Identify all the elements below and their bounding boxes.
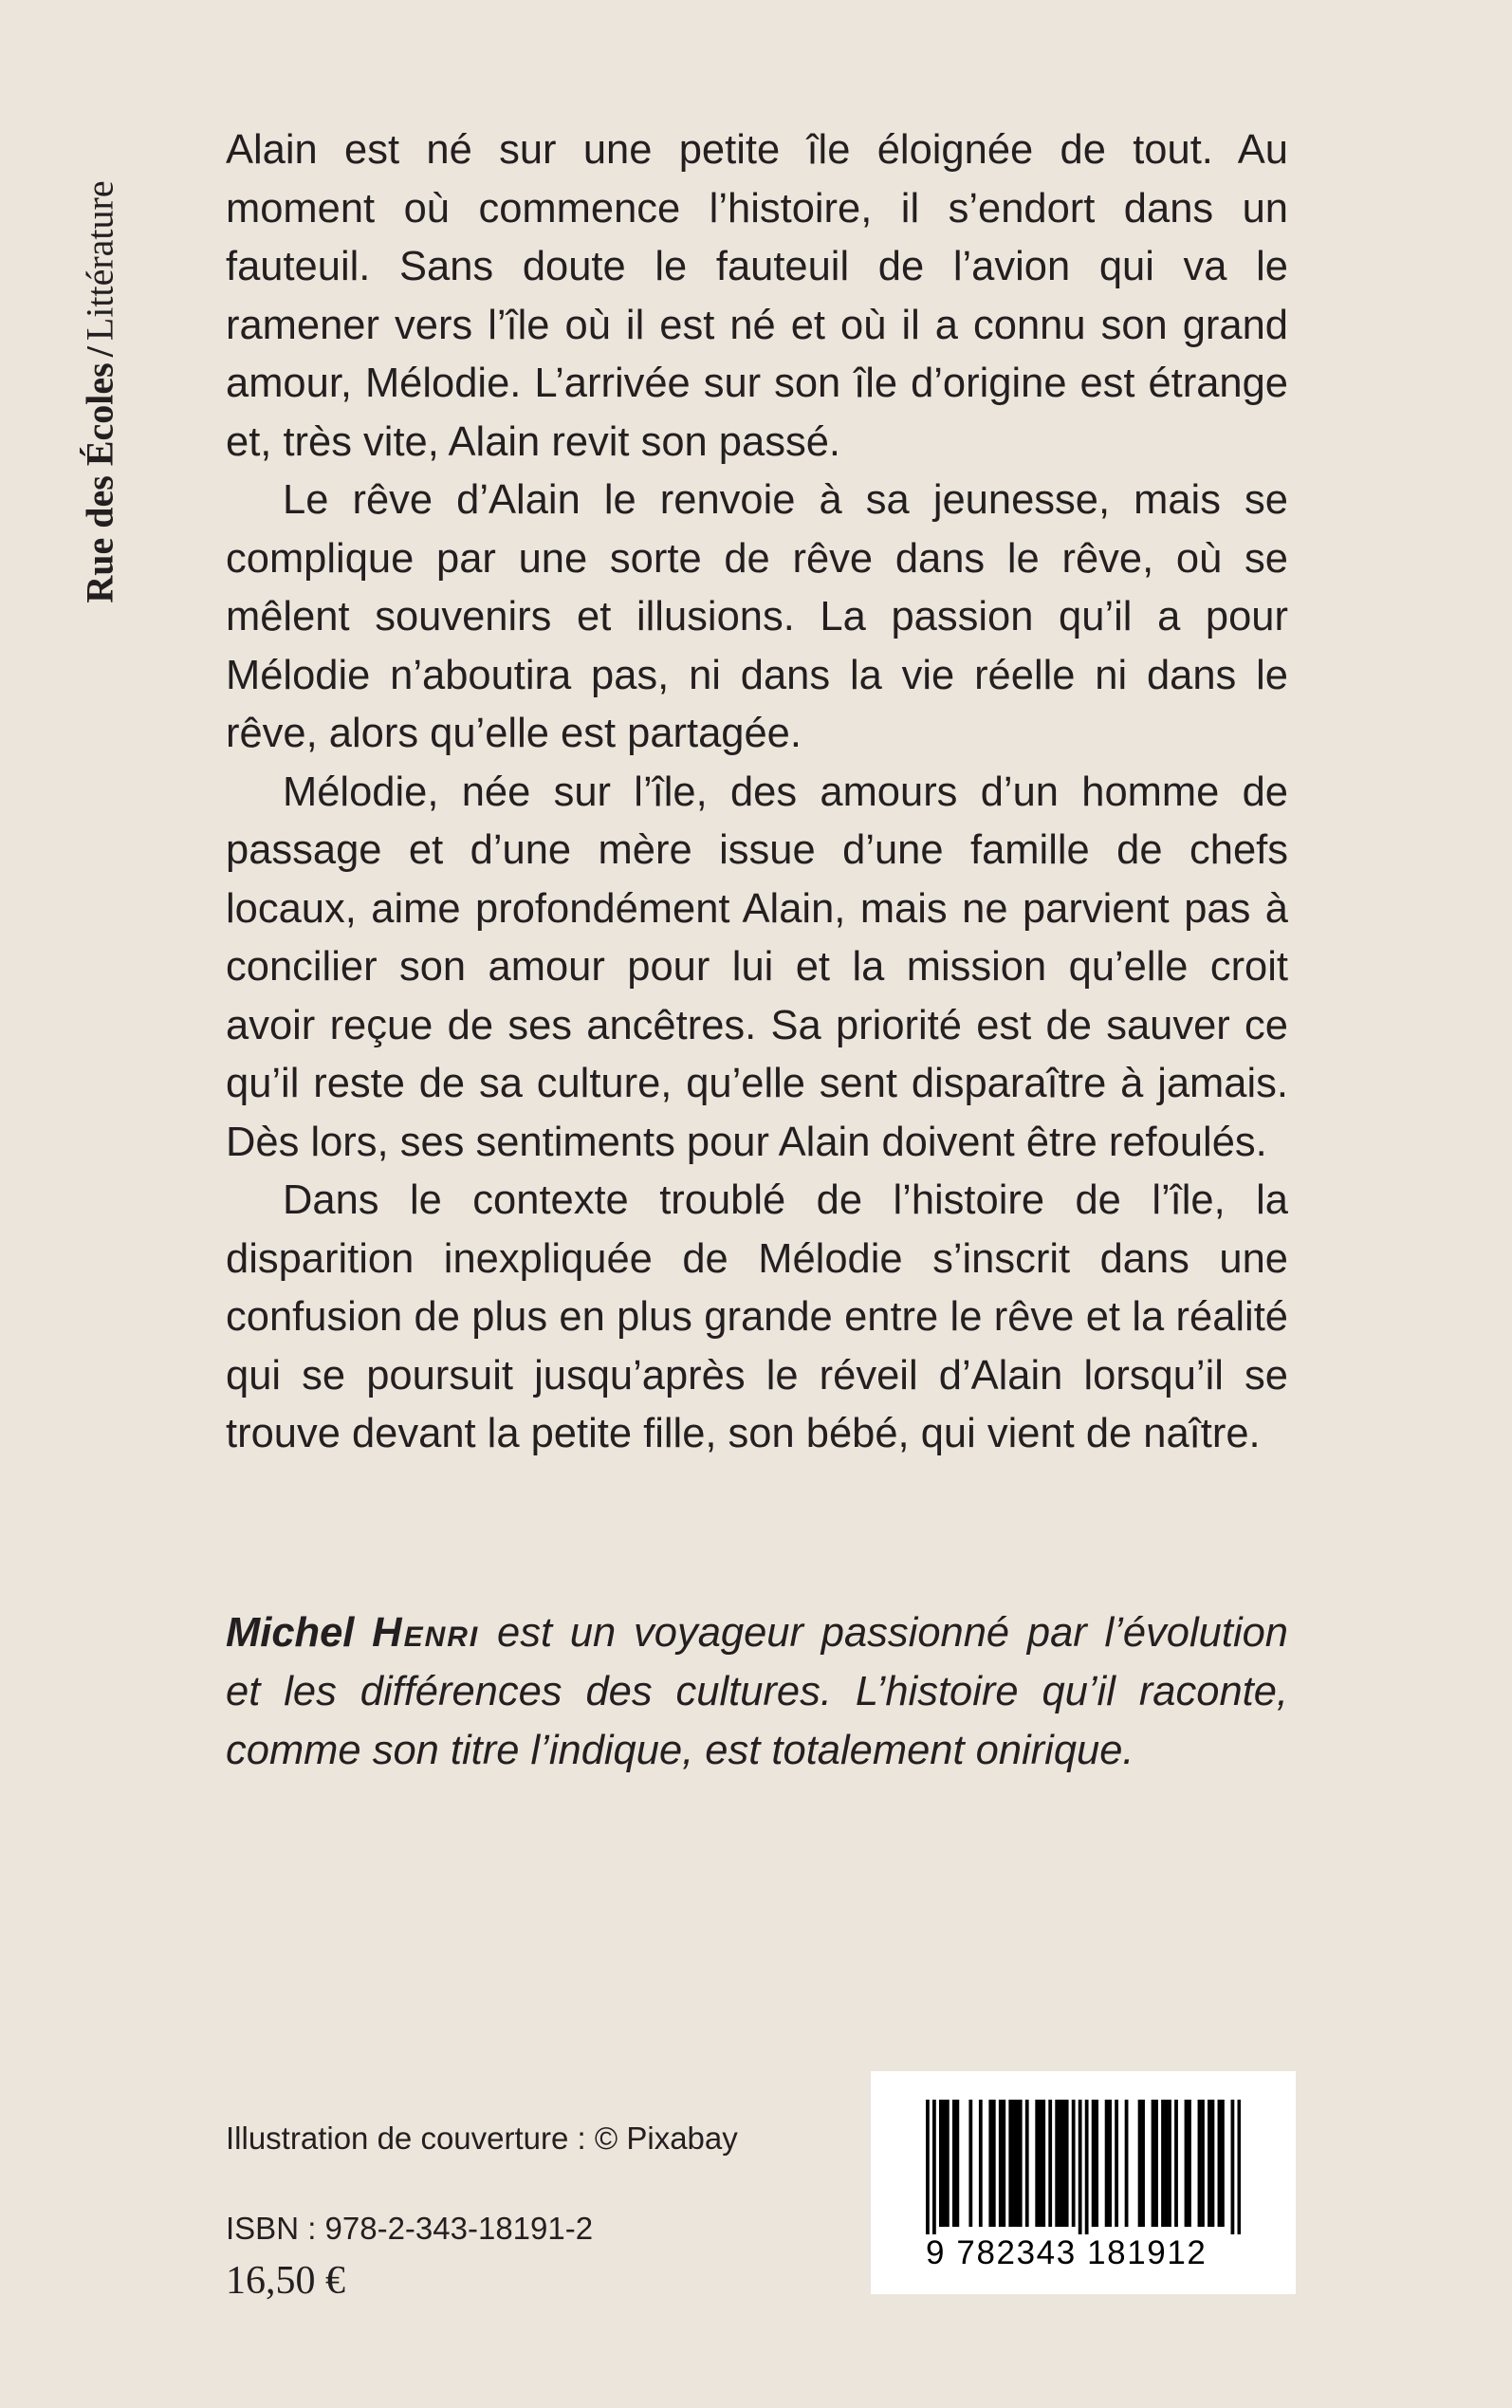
barcode-bar	[1108, 2100, 1112, 2227]
barcode-bar	[1059, 2100, 1062, 2227]
barcode-bar	[1008, 2100, 1012, 2227]
summary-text	[226, 121, 1288, 1464]
barcode-bar	[1208, 2100, 1211, 2227]
barcode-bar	[1152, 2100, 1155, 2227]
barcode-bar	[1012, 2100, 1016, 2227]
barcode-bar	[926, 2100, 930, 2234]
barcode-bar	[946, 2100, 950, 2227]
barcode-digits: 9 782343 181912	[926, 2234, 1208, 2271]
barcode-bar	[1055, 2100, 1059, 2227]
barcode-bar	[1061, 2100, 1065, 2227]
barcode-bar	[1015, 2100, 1019, 2227]
barcode-bar	[1019, 2100, 1023, 2227]
barcode-bar	[1231, 2100, 1235, 2234]
barcode-bar	[1048, 2100, 1052, 2227]
barcode-bar	[1115, 2100, 1118, 2227]
barcode-bar	[1039, 2100, 1042, 2227]
barcode-bar	[1095, 2100, 1098, 2227]
summary-paragraph-2: Le rêve d’Alain le renvoie à sa jeunesse, mais se complique par une sorte de rêve dans le rêve, où se mêlent souvenirs et illusions. La passion qu’il a pour Mélodie n’aboutira pas, ni dans la vie réelle ni dans le rêve, alors qu’elle est partagée.	[226, 477, 1288, 756]
barcode-bar	[955, 2100, 959, 2227]
isbn: ISBN : 978-2-343-18191-2	[226, 2211, 594, 2246]
barcode-bars	[926, 2100, 1241, 2234]
spine-title	[66, 112, 133, 672]
barcode-bar	[939, 2100, 943, 2227]
barcode-bar	[952, 2100, 956, 2227]
series-name: Rue des Écoles	[78, 362, 121, 603]
barcode-bar	[1035, 2100, 1039, 2227]
barcode-bar	[979, 2100, 983, 2227]
summary-paragraph-4: Dans le contexte troublé de l’histoire de l’île, la disparition inexpliquée de Mélodie s’inscrit dans une confusion de plus en plus grande entre le rêve et la réalité qui se poursuit jusqu’après le réveil d’Alain lorsqu’il se trouve devant la petite fille, son bébé, qui vient de naître.	[226, 1177, 1288, 1456]
author-surname: Henri	[372, 1610, 480, 1656]
barcode-bar	[1238, 2100, 1241, 2234]
barcode	[871, 2071, 1296, 2294]
barcode-bar	[1025, 2100, 1029, 2227]
barcode-bar	[942, 2100, 946, 2227]
summary-paragraph-3: Mélodie, née sur l’île, des amours d’un homme de passage et d’une mère issue d’une famille de chefs locaux, aime profondément Alain, mais ne parvient pas à concilier son amour pour lui et la mission qu’elle croit avoir reçue de ses ancêtres. Sa priorité est de sauver ce qu’il reste de sa culture, qu’elle sent disparaître à jamais. Dès lors, ses sentiments pour Alain doivent être refoulés.	[226, 769, 1288, 1165]
barcode-bar	[1085, 2100, 1089, 2234]
price: 16,50 €	[226, 2259, 345, 2303]
barcode-bar	[1211, 2100, 1215, 2227]
barcode-bar	[1141, 2100, 1145, 2227]
series-separator: /	[78, 346, 121, 358]
barcode-bar	[1105, 2100, 1109, 2227]
barcode-bar	[1165, 2100, 1169, 2227]
summary-paragraph-1: Alain est né sur une petite île éloignée de tout. Au moment où commence l’histoire, il s’endort dans un fauteuil. Sans doute le fauteuil de l’avion qui va le ramener vers l’île où il est né et où il a connu son grand amour, Mélodie. L’arrivée sur son île d’origine est étrange et, très vite, Alain revit son passé.	[226, 127, 1288, 465]
barcode-bar	[1154, 2100, 1158, 2227]
author-name	[226, 1610, 479, 1656]
barcode-bar	[1174, 2100, 1178, 2227]
barcode-bar	[1185, 2100, 1189, 2227]
barcode-bar	[1218, 2100, 1222, 2227]
barcode-bar	[1002, 2100, 1005, 2227]
barcode-bar	[968, 2100, 972, 2227]
barcode-bar	[932, 2100, 936, 2234]
barcode-bar	[1198, 2100, 1202, 2227]
barcode-bar	[999, 2100, 1003, 2227]
barcode-bar	[1065, 2100, 1069, 2227]
barcode-bar	[1188, 2100, 1191, 2227]
barcode-bar	[1125, 2100, 1129, 2227]
barcode-bar	[1168, 2100, 1171, 2227]
barcode-bar	[992, 2100, 996, 2227]
barcode-bar	[1079, 2100, 1082, 2234]
illustration-credit: Illustration de couverture : © Pixabay	[226, 2121, 738, 2156]
author-first-name: Michel	[226, 1610, 355, 1656]
barcode-bar	[1161, 2100, 1165, 2227]
barcode-bar	[1072, 2100, 1076, 2227]
barcode-bar	[1042, 2100, 1045, 2227]
barcode-bar	[988, 2100, 992, 2227]
barcode-bar	[1092, 2100, 1096, 2227]
barcode-bar	[1138, 2100, 1142, 2227]
author-bio	[226, 1603, 1288, 1780]
barcode-bar	[1201, 2100, 1205, 2227]
series-category: Littérature	[78, 180, 121, 342]
barcode-bar	[1221, 2100, 1225, 2227]
author-bio-text: est un voyageur passionné par l’évolution et les différences des cultures. L’histoire qu’il raconte, comme son titre l’indique, est totalement onirique.	[226, 1610, 1288, 1773]
